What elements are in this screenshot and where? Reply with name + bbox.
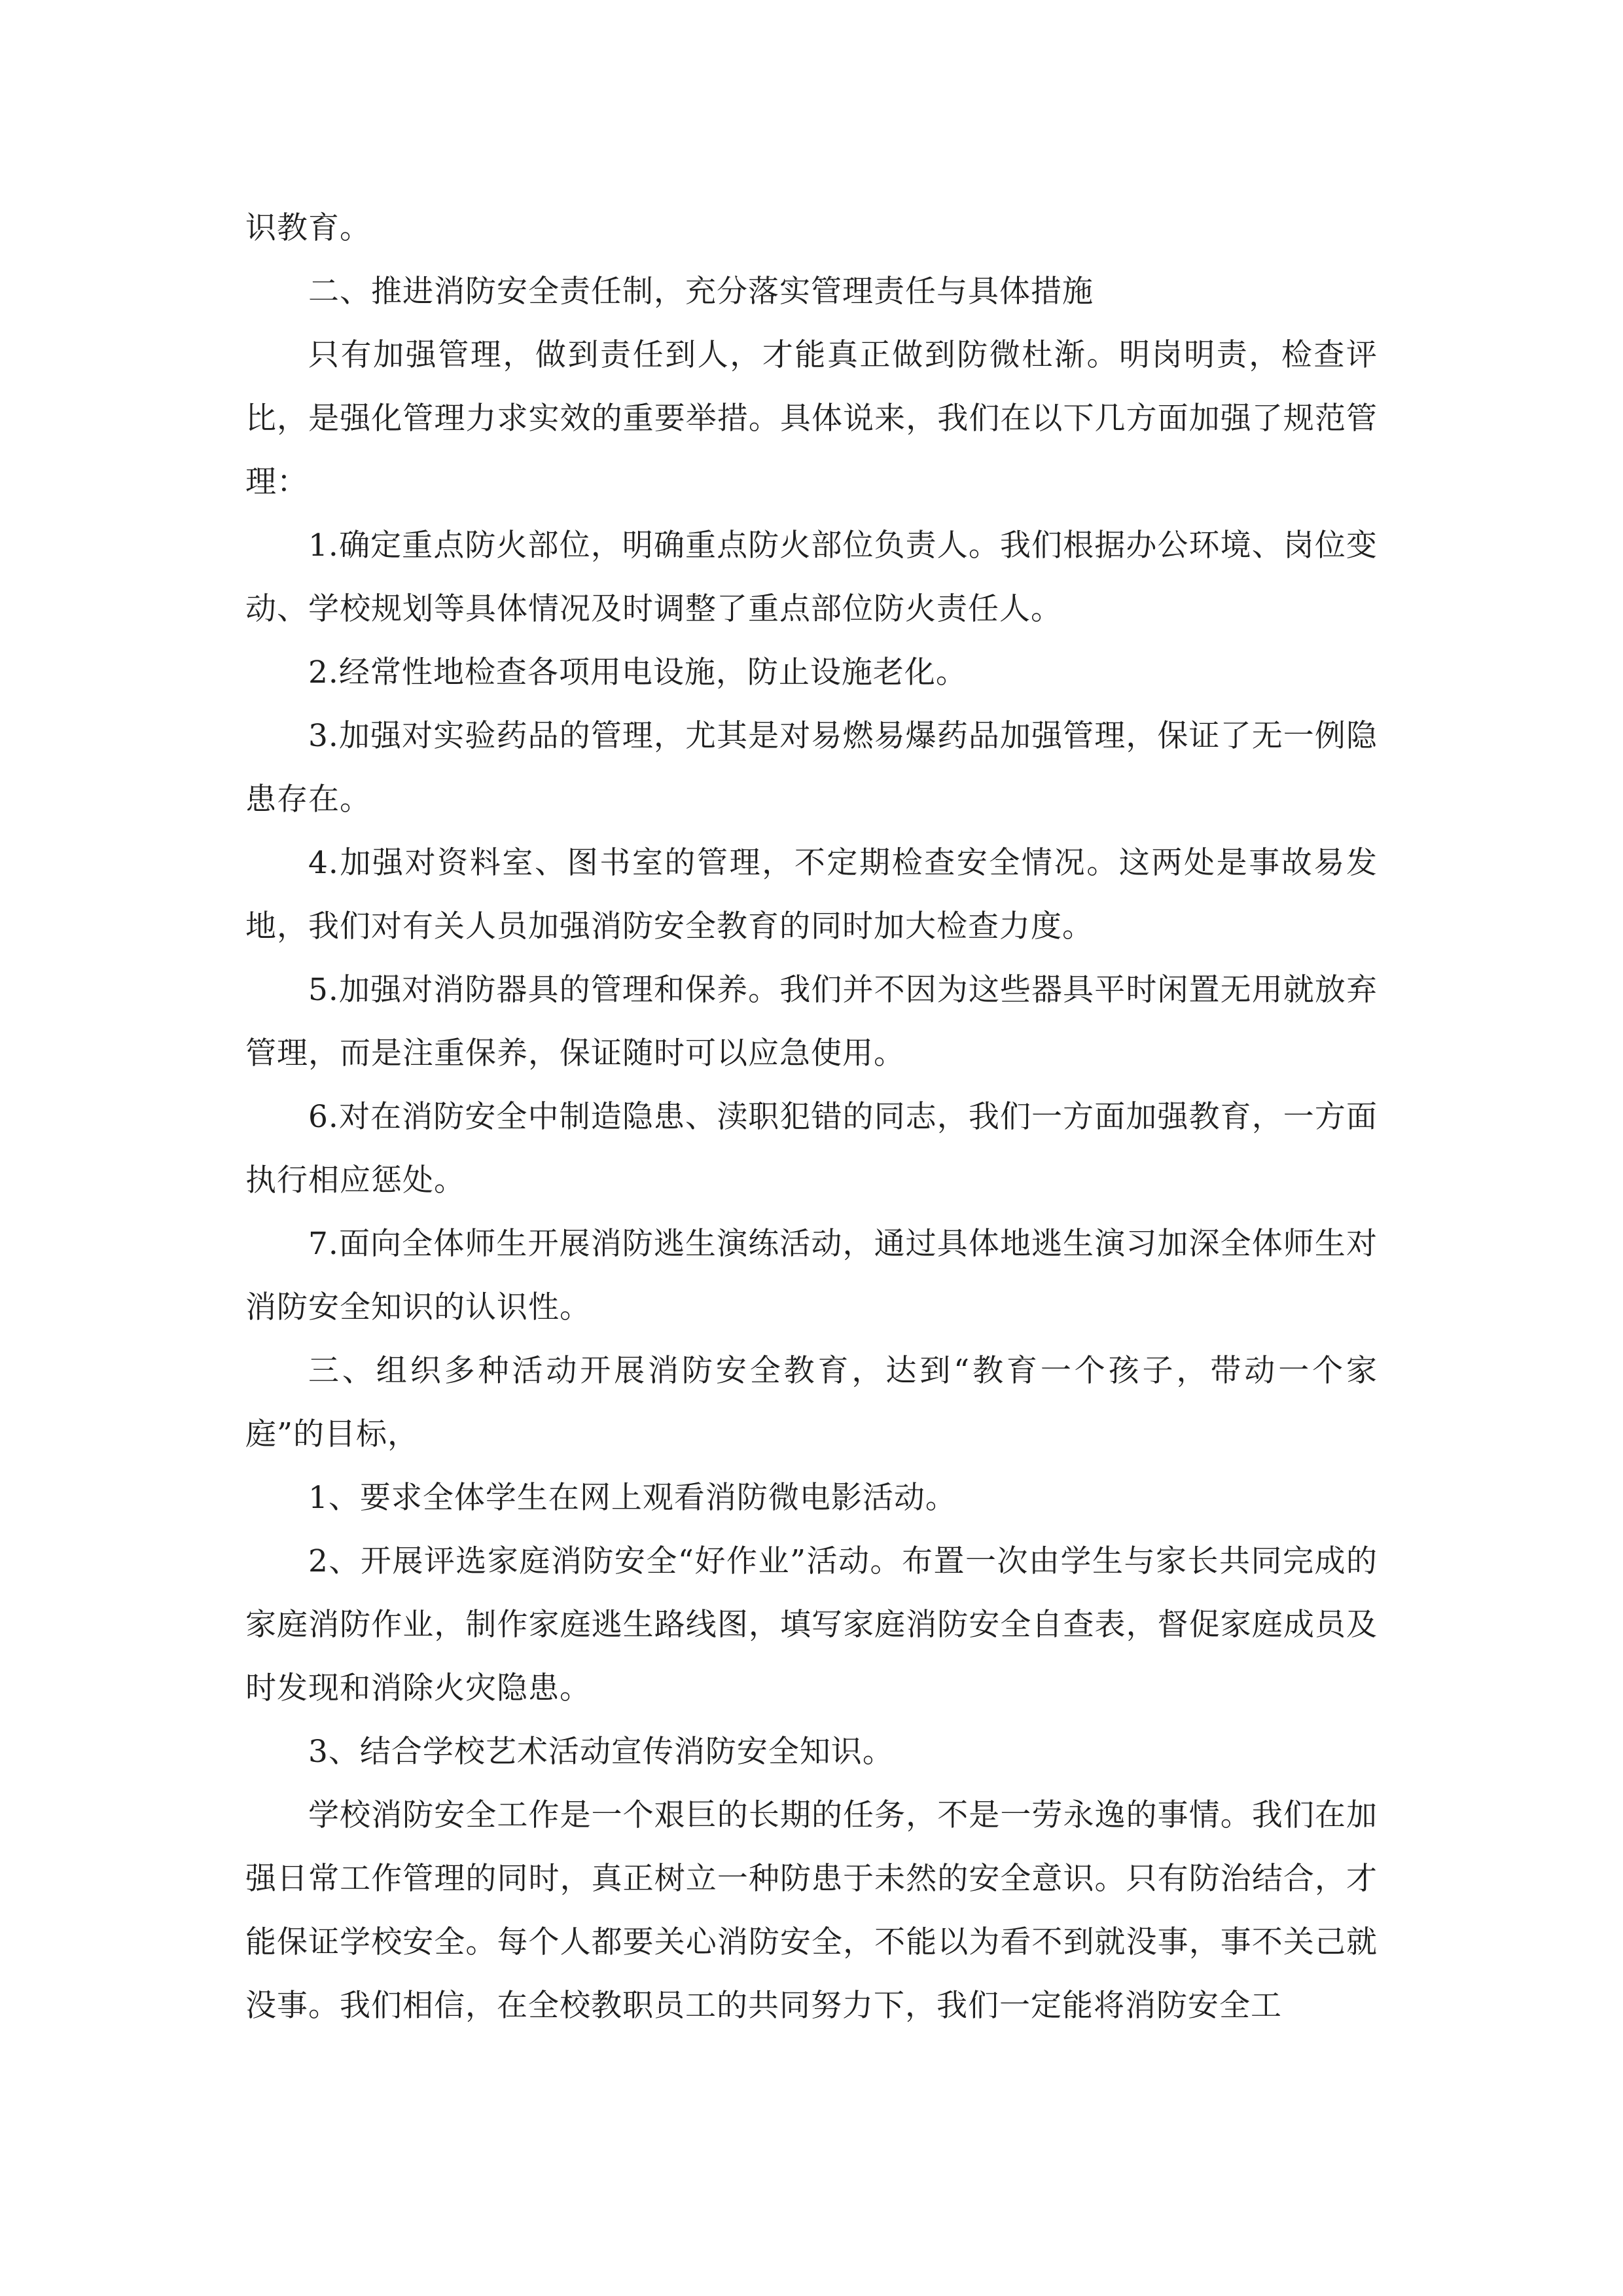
paragraph: 只有加强管理，做到责任到人，才能真正做到防微杜渐。明岗明责，检查评比，是强化管理力求实效的重要举措。具体说来，我们在以下几方面加强了规范管理： <box>245 337 1378 500</box>
document-body <box>245 196 1378 2037</box>
list-item: 3、结合学校艺术活动宣传消防安全知识。 <box>308 1734 894 1770</box>
list-item: 2.经常性地检查各项用电设施，防止设施老化。 <box>308 655 967 691</box>
section-heading-3: 三、组织多种活动开展消防安全教育，达到“教育一个孩子，带动一个家庭”的目标， <box>245 1353 1378 1452</box>
list-item: 2、开展评选家庭消防安全“好作业”活动。布置一次由学生与家长共同完成的家庭消防作业，制作家庭逃生路线图，填写家庭消防安全自查表，督促家庭成员及时发现和消除火灾隐患。 <box>245 1543 1378 1706</box>
list-item: 5.加强对消防器具的管理和保养。我们并不因为这些器具平时闲置无用就放弃管理，而是注重保养，保证随时可以应急使用。 <box>245 972 1378 1071</box>
list-item: 1、要求全体学生在网上观看消防微电影活动。 <box>308 1480 957 1516</box>
section-heading-2: 二、推进消防安全责任制，充分落实管理责任与具体措施 <box>308 274 1094 310</box>
list-item: 1.确定重点防火部位，明确重点防火部位负责人。我们根据办公环境、岗位变动、学校规划等具体情况及时调整了重点部位防火责任人。 <box>245 528 1378 627</box>
closing-paragraph: 学校消防安全工作是一个艰巨的长期的任务，不是一劳永逸的事情。我们在加强日常工作管理的同时，真正树立一种防患于未然的安全意识。只有防治结合，才能保证学校安全。每个人都要关心消防安全，不能以为看不到就没事，事不关己就没事。我们相信，在全校教职员工的共同努力下，我们一定能将消防安全工 <box>245 1797 1378 2024</box>
list-item: 3.加强对实验药品的管理，尤其是对易燃易爆药品加强管理，保证了无一例隐患存在。 <box>245 718 1378 817</box>
paragraph: 识教育。 <box>245 210 371 246</box>
list-item: 7.面向全体师生开展消防逃生演练活动，通过具体地逃生演习加深全体师生对消防安全知识的认识性。 <box>245 1226 1378 1325</box>
list-item: 6.对在消防安全中制造隐患、渎职犯错的同志，我们一方面加强教育，一方面执行相应惩处。 <box>245 1099 1378 1198</box>
list-item: 4.加强对资料室、图书室的管理，不定期检查安全情况。这两处是事故易发地，我们对有关人员加强消防安全教育的同时加大检查力度。 <box>245 845 1378 944</box>
